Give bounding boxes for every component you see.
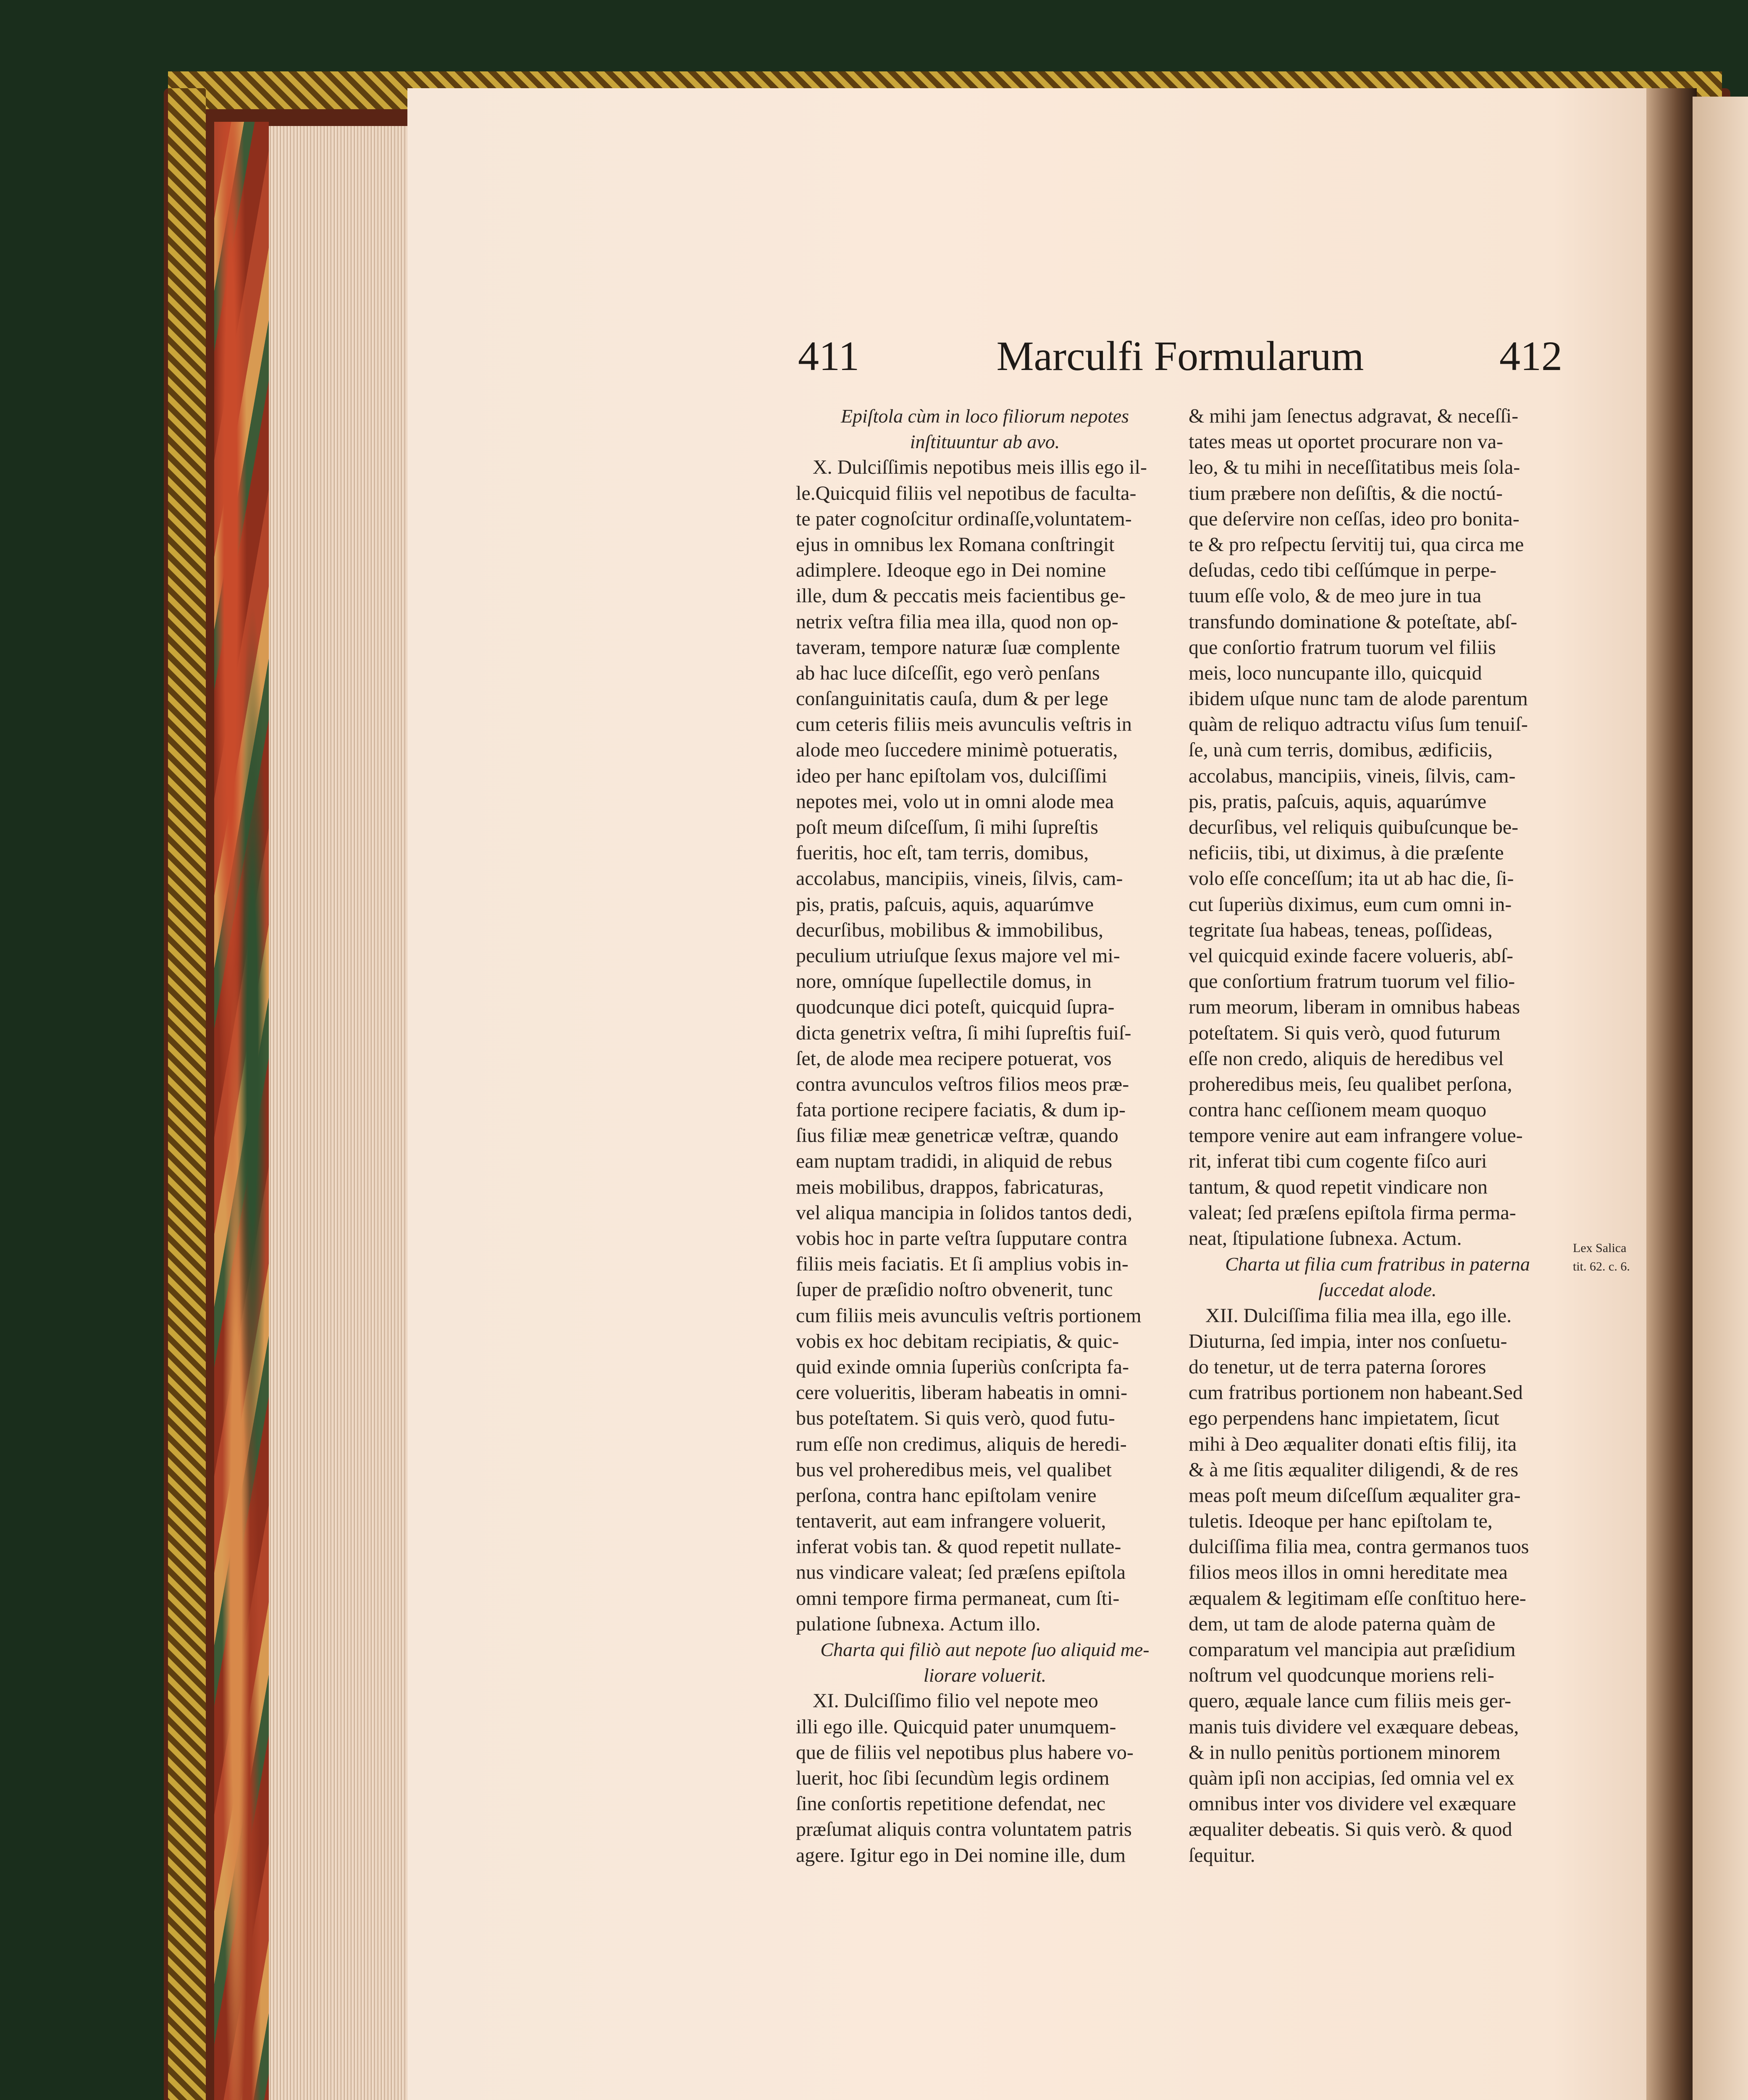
text-line: cum ceteris filiis meis avunculis veſtris in [796,713,1132,736]
text-line: XII. Dulciſſima filia mea illa, ego ille. [1205,1304,1512,1327]
text-line: vobis hoc in parte veſtra ſupputare contra [796,1227,1128,1250]
text-line: inferat vobis tan. & quod repetit nullate- [796,1536,1121,1558]
text-line: nore, omníque ſupellectile domus, in [796,970,1092,993]
text-line: tuletis. Ideoque per hanc epiſtolam te, [1189,1510,1493,1533]
page-number-right: 412 [1499,333,1562,379]
text-line: tuum eſſe volo, & de meo jure in tua [1189,585,1482,607]
text-line: pis, pratis, paſcuis, aquis, aquarúmve [1189,790,1487,813]
text-line: rit, inferat tibi cum cogente fiſco auri [1189,1150,1487,1173]
margin-note [1573,1239,1644,1276]
text-line: do tenetur, ut de terra paterna ſorores [1189,1355,1486,1378]
text-line: vel aliqua mancipia in ſolidos tantos dedi, [796,1201,1133,1224]
text-line: pulatione ſubnexa. Actum illo. [796,1612,1041,1635]
text-line: quàm de reliquo adtractu viſus ſum tenuiſ- [1189,713,1528,736]
text-line: neat, ſtipulatione ſubnexa. Actum. [1189,1227,1462,1250]
text-line: rum eſſe non credimus, aliquis de heredi- [796,1433,1127,1455]
text-line: quàm ipſi non accipias, ſed omnia vel ex [1189,1767,1514,1789]
text-line: ibidem uſque nunc tam de alode parentum [1189,688,1528,710]
text-line: vel quicquid exinde facere volueris, abſ- [1189,944,1514,967]
text-line: præſumat aliquis contra voluntatem patris [796,1818,1132,1841]
text-line: dem, ut tam de alode paterna quàm de [1189,1612,1496,1635]
text-line: bus poteſtatem. Si quis verò, quod futu- [796,1407,1115,1430]
text-line: noſtrum vel quodcunque moriens reli- [1189,1664,1494,1687]
section-heading-line: liorare voluerit. [923,1664,1047,1686]
text-line: agere. Igitur ego in Dei nomine ille, dum [796,1844,1126,1866]
text-line: ſet, de alode mea recipere potuerat, vos [796,1047,1112,1070]
text-line: manis tuis dividere vel exæquare debeas, [1189,1715,1519,1738]
text-line: peculium utriuſque ſexus majore vel mi- [796,944,1120,967]
text-line: que conſortium fratrum tuorum vel filio- [1189,970,1515,993]
text-line: tempore venire aut eam infrangere volue- [1189,1124,1523,1147]
text-line: accolabus, mancipiis, vineis, ſilvis, cam- [796,867,1123,890]
text-line: cum filiis meis avunculis veſtris portionem [796,1304,1142,1327]
text-line: te & pro reſpectu ſervitij tui, qua circa me [1189,533,1524,556]
text-line: tates meas ut oportet procurare non va- [1189,430,1504,453]
marbled-endpaper [214,122,269,2100]
text-line: eſſe non credo, aliquis de heredibus vel [1189,1047,1504,1070]
text-line: æqualem & legitimam eſſe conſtituo here- [1189,1587,1526,1609]
facing-page-edge [1693,97,1748,2100]
text-line: cere volueritis, liberam habeatis in omni- [796,1381,1128,1404]
text-line: deſudas, cedo tibi ceſſúmque in perpe- [1189,559,1497,582]
text-line: alode meo ſuccedere minimè potueratis, [796,739,1118,761]
text-line: comparatum vel mancipia aut præſidium [1189,1638,1516,1661]
text-line: mihi à Deo æqualiter donati eſtis filij, ita [1189,1433,1517,1455]
text-line: meis mobilibus, drappos, fabricaturas, [796,1176,1104,1198]
text-line: vobis ex hoc debitam recipiatis, & quic- [796,1330,1119,1352]
text-line: que de filiis vel nepotibus plus habere vo- [796,1741,1134,1764]
text-line: ille, dum & peccatis meis facientibus ge- [796,585,1126,607]
text-line: poſt meum diſceſſum, ſi mihi ſupreſtis [796,816,1098,838]
margin-note-line: Lex Salica [1573,1241,1627,1255]
text-line: omni tempore firma permaneat, cum ſti- [796,1587,1120,1609]
text-line: quodcunque dici poteſt, quicquid ſupra- [796,996,1115,1018]
text-line: omnibus inter vos dividere vel exæquare [1189,1793,1516,1815]
text-line: contra avunculos veſtros filios meos præ- [796,1073,1129,1095]
text-line: cum fratribus portionem non habeant.Sed [1189,1381,1523,1404]
text-line: filios meos illos in omni hereditate mea [1189,1561,1508,1584]
text-line: ſequitur. [1189,1844,1255,1866]
text-line: tantum, & quod repetit vindicare non [1189,1176,1488,1198]
text-line: te pater cognoſcitur ordinaſſe,voluntatem- [796,507,1132,530]
text-line: leo, & tu mihi in neceſſitatibus meis ſola- [1189,456,1520,479]
text-line: illi ego ille. Quicquid pater unumquem- [796,1715,1116,1738]
text-line: ſuper de præſidio noſtro obvenerit, tunc [796,1278,1113,1301]
text-line: tentaverit, aut eam infrangere voluerit, [796,1510,1106,1533]
text-line: & in nullo penitùs portionem minorem [1189,1741,1501,1764]
running-title: Marculfi Formularum [996,333,1364,379]
page-header [798,332,1562,391]
text-line: adimplere. Ideoque ego in Dei nomine [796,559,1106,582]
text-line: que deſervire non ceſſas, ideo pro bonita- [1189,507,1520,530]
text-line: XI. Dulciſſimo filio vel nepote meo [813,1690,1098,1712]
text-line: ab hac luce diſceſſit, ego verò penſans [796,662,1100,684]
page-number-left: 411 [798,333,860,379]
text-line: æqualiter debeatis. Si quis verò. & quod [1189,1818,1512,1841]
text-line: tegritate ſua habeas, teneas, poſſideas, [1189,919,1493,941]
text-line: eam nuptam tradidi, in aliquid de rebus [796,1150,1113,1173]
text-line: Diuturna, ſed impia, inter nos conſuetu- [1189,1330,1507,1352]
text-line: ego perpendens hanc impietatem, ſicut [1189,1407,1499,1430]
text-line: neficiis, tibi, ut diximus, à die præſente [1189,842,1504,864]
text-line: accolabus, mancipiis, vineis, ſilvis, cam- [1189,764,1516,787]
text-line: ſius filiæ meæ genetricæ veſtræ, quando [796,1124,1118,1147]
gilt-border-left [168,88,206,2100]
text-line: nus vindicare valeat; ſed præſens epiſtola [796,1561,1126,1584]
text-line: ejus in omnibus lex Romana conſtringit [796,533,1115,556]
text-line: & à me ſitis æqualiter diligendi, & de res [1189,1458,1519,1481]
text-column-right [1189,403,1567,1868]
section-heading-line: ſuccedat alode. [1318,1279,1437,1301]
text-line: quid exinde omnia ſuperiùs conſcripta fa- [796,1355,1129,1378]
section-heading-line: inſtituuntur ab avo. [910,431,1060,453]
text-line: bus vel proheredibus meis, vel qualibet [796,1458,1112,1481]
text-line: perſona, contra hanc epiſtolam venire [796,1484,1097,1507]
text-line: nepotes mei, volo ut in omni alode mea [796,790,1114,813]
text-line: meis, loco nuncupante illo, quicquid [1189,662,1482,684]
text-line: contra hanc ceſſionem meam quoquo [1189,1099,1487,1121]
text-line: & mihi jam ſenectus adgravat, & neceſſi- [1189,405,1519,427]
text-line: conſanguinitatis cauſa, dum & per lege [796,688,1108,710]
margin-note-line: tit. 62. c. 6. [1573,1260,1630,1273]
text-line: decurſibus, mobilibus & immobilibus, [796,919,1103,941]
text-line: volo eſſe conceſſum; ita ut ab hac die, ſi- [1189,867,1514,890]
text-line: fueritis, hoc eſt, tam terris, domibus, [796,842,1089,864]
text-line: transfundo dominatione & poteſtate, abſ- [1189,610,1517,633]
text-line: netrix veſtra filia mea illa, quod non op- [796,610,1118,633]
section-heading-line: Charta qui filiò aut nepote ſuo aliquid me- [820,1639,1150,1660]
text-line: luerit, hoc ſibi ſecundùm legis ordinem [796,1767,1110,1789]
text-line: rum meorum, liberam in omnibus habeas [1189,996,1520,1018]
text-line: ſe, unà cum terris, domibus, ædificiis, [1189,739,1493,761]
text-line: dulciſſima filia mea, contra germanos tuos [1189,1536,1529,1558]
text-column-left [796,403,1174,1868]
text-line: valeat; ſed præſens epiſtola firma perma- [1189,1201,1516,1224]
text-line: que conſortio fratrum tuorum vel filiis [1189,636,1496,659]
text-line: decurſibus, vel reliquis quibuſcunque be- [1189,816,1519,838]
text-line: pis, pratis, paſcuis, aquis, aquarúmve [796,893,1094,916]
section-heading-line: Charta ut filia cum fratribus in paterna [1225,1253,1530,1275]
book-gutter [1646,88,1697,2100]
text-line: quero, æquale lance cum filiis meis ger- [1189,1690,1512,1712]
text-line: fata portione recipere faciatis, & dum ip- [796,1099,1126,1121]
text-line: cut ſuperiùs diximus, eum cum omni in- [1189,893,1512,916]
text-line: poteſtatem. Si quis verò, quod futurum [1189,1021,1501,1044]
text-line: X. Dulciſſimis nepotibus meis illis ego il- [813,456,1147,479]
text-line: taveram, tempore naturæ ſuæ complente [796,636,1120,659]
text-line: tium præbere non deſiſtis, & die noctú- [1189,482,1503,504]
text-line: dicta genetrix veſtra, ſi mihi ſupreſtis fuiſ- [796,1021,1131,1044]
text-line: meas poſt meum diſceſſum æqualiter gra- [1189,1484,1521,1507]
text-line: le.Quicquid filiis vel nepotibus de faculta- [796,482,1136,504]
page-edges [269,126,407,2100]
text-line: proheredibus meis, ſeu qualibet perſona, [1189,1073,1512,1095]
text-line: ideo per hanc epiſtolam vos, dulciſſimi [796,764,1108,787]
text-line: filiis meis faciatis. Et ſi amplius vobis in- [796,1253,1129,1276]
section-heading-line: Epiſtola cùm in loco filiorum nepotes [840,405,1129,427]
text-line: ſine conſortis repetitione defendat, nec [796,1793,1106,1815]
